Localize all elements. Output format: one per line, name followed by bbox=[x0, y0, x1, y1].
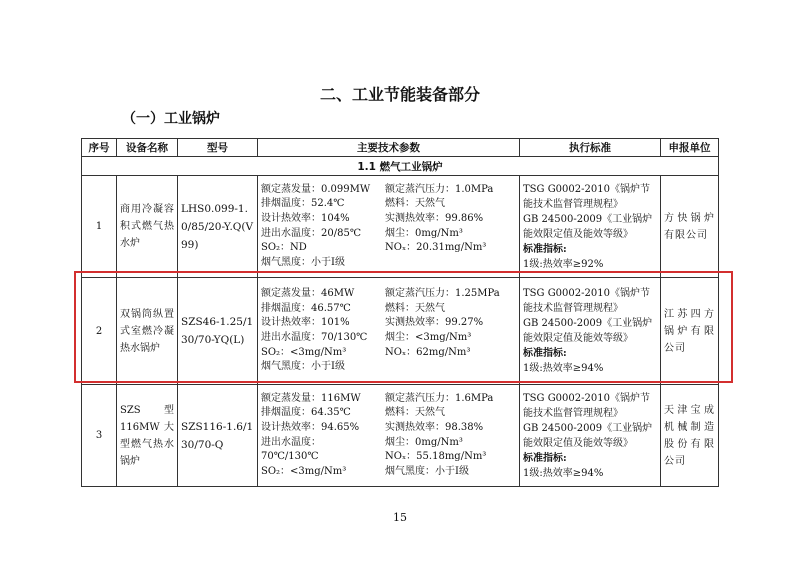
standard-text: TSG G0002-2010《锅炉节能技术监督管理规程》 bbox=[523, 392, 650, 419]
row-no: 3 bbox=[82, 385, 117, 487]
param: 燃料：天然气 bbox=[385, 407, 445, 419]
param: 额定蒸发量：116MW bbox=[261, 392, 361, 404]
equipment-name: 双锅筒纵置式室燃冷凝热水锅炉 bbox=[117, 278, 178, 385]
param: 设计热效率：94.65% bbox=[261, 421, 360, 433]
param: 烟气黑度：小于Ⅰ级 bbox=[261, 256, 345, 268]
param: 额定蒸汽压力：1.0MPa bbox=[385, 183, 494, 195]
param: 烟气黑度：小于Ⅰ级 bbox=[385, 465, 469, 477]
page-number: 15 bbox=[393, 511, 407, 524]
param: SO₂：<3mg/Nm³ bbox=[261, 346, 347, 358]
section-title: 1.1 燃气工业锅炉 bbox=[82, 157, 719, 176]
header-standard: 执行标准 bbox=[520, 139, 661, 157]
header-name: 设备名称 bbox=[117, 139, 178, 157]
table-row bbox=[82, 385, 719, 487]
param: 额定蒸发量：46MW bbox=[261, 288, 355, 300]
param: NOₓ：62mg/Nm³ bbox=[385, 346, 471, 358]
param: 设计热效率：104% bbox=[261, 212, 350, 224]
param bbox=[385, 256, 516, 271]
tech-params bbox=[258, 385, 520, 487]
section-row bbox=[82, 157, 719, 176]
param: 实测热效率：98.38% bbox=[385, 421, 484, 433]
param: NOₓ：55.18mg/Nm³ bbox=[385, 451, 487, 463]
row-no: 2 bbox=[82, 278, 117, 385]
standard-text: TSG G0002-2010《锅炉节能技术监督管理规程》 bbox=[523, 288, 650, 314]
header-no: 序号 bbox=[82, 139, 117, 157]
param: 烟尘：0mg/Nm³ bbox=[385, 436, 463, 448]
tech-params bbox=[258, 176, 520, 278]
param: 排烟温度：52.4℃ bbox=[261, 198, 345, 210]
page-heading: 二、工业节能装备部分 bbox=[319, 85, 480, 104]
param: 排烟温度：64.35℃ bbox=[261, 407, 351, 419]
equipment-name: SZS型116MW大型燃气热水锅炉 bbox=[117, 385, 178, 487]
header-params: 主要技术参数 bbox=[258, 139, 520, 157]
header-unit: 申报单位 bbox=[661, 139, 719, 157]
param: 实测热效率：99.27% bbox=[385, 317, 484, 329]
param: 额定蒸发量：0.099MW bbox=[261, 183, 371, 195]
param: SO₂：<3mg/Nm³ bbox=[261, 465, 347, 477]
param: 额定蒸汽压力：1.6MPa bbox=[385, 392, 494, 404]
standard-text: TSG G0002-2010《锅炉节能技术监督管理规程》 bbox=[523, 183, 650, 210]
applicant-unit: 江苏四方锅炉有限公司 bbox=[661, 278, 719, 385]
equipment-model: LHS0.099-1.0/85/20-Y.Q(V99) bbox=[178, 176, 258, 278]
param: 烟气黑度：小于Ⅰ级 bbox=[261, 361, 345, 373]
applicant-unit: 方快锅炉有限公司 bbox=[661, 176, 719, 278]
param: 进出水温度： bbox=[261, 436, 321, 448]
standard-text: GB 24500-2009《工业锅炉能效限定值及能效等级》 bbox=[523, 318, 653, 344]
table-row bbox=[82, 176, 719, 278]
header-model: 型号 bbox=[178, 139, 258, 157]
indicator-label: 标准指标: bbox=[523, 348, 567, 359]
standards bbox=[520, 385, 661, 487]
indicator-label: 标准指标: bbox=[523, 243, 567, 255]
row-no: 1 bbox=[82, 176, 117, 278]
param: 实测热效率：99.86% bbox=[385, 212, 484, 224]
param: 排烟温度：46.57℃ bbox=[261, 302, 351, 314]
param: 70℃/130℃ bbox=[261, 451, 319, 463]
param: 额定蒸汽压力：1.25MPa bbox=[385, 288, 500, 300]
indicator-value: 1级:热效率≥92% bbox=[523, 258, 604, 270]
param: SO₂：ND bbox=[261, 242, 307, 254]
equipment-name: 商用冷凝容积式燃气热水炉 bbox=[117, 176, 178, 278]
standards bbox=[520, 176, 661, 278]
param: 燃料：天然气 bbox=[385, 302, 445, 314]
param: NOₓ：20.31mg/Nm³ bbox=[385, 242, 487, 254]
param: 燃料：天然气 bbox=[385, 198, 445, 210]
section-subheading: （一）工业锅炉 bbox=[122, 111, 220, 127]
table-header-row bbox=[82, 139, 719, 157]
equipment-model: SZS116-1.6/130/70-Q bbox=[178, 385, 258, 487]
applicant-unit: 天津宝成机械制造股份有限公司 bbox=[661, 385, 719, 487]
param: 进出水温度：70/130℃ bbox=[261, 332, 368, 343]
param: 进出水温度：20/85℃ bbox=[261, 227, 362, 239]
param: 烟尘：0mg/Nm³ bbox=[385, 227, 463, 239]
indicator-value: 1级:热效率≥94% bbox=[523, 363, 604, 374]
param: 烟尘：<3mg/Nm³ bbox=[385, 332, 472, 343]
indicator-label: 标准指标: bbox=[523, 452, 567, 464]
highlight-box bbox=[74, 271, 733, 383]
param: 设计热效率：101% bbox=[261, 317, 350, 329]
indicator-value: 1级:热效率≥94% bbox=[523, 467, 604, 479]
standard-text: GB 24500-2009《工业锅炉能效限定值及能效等级》 bbox=[523, 213, 653, 240]
standard-text: GB 24500-2009《工业锅炉能效限定值及能效等级》 bbox=[523, 422, 653, 449]
equipment-model: SZS46-1.25/130/70-YQ(L) bbox=[178, 278, 258, 385]
